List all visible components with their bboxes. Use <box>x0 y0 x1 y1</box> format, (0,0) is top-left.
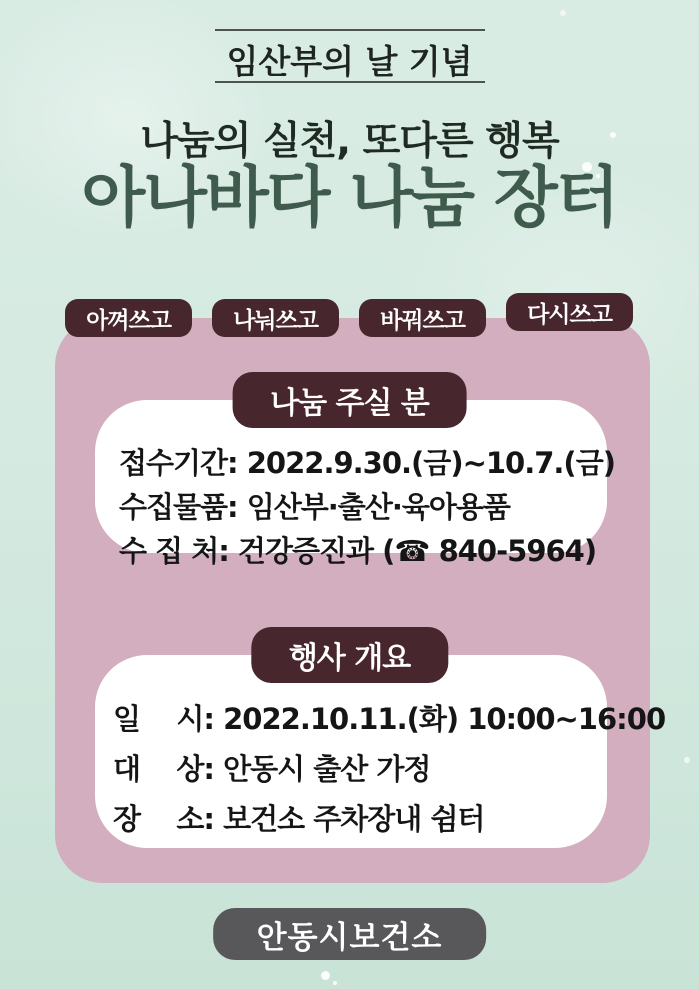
bottom-divider <box>215 81 485 83</box>
event-target-line: 대 상: 안동시 출산 가정 <box>113 752 431 786</box>
event-place-line: 장 소: 보건소 주차장내 쉼터 <box>113 802 485 836</box>
subtitle: 나눔의 실천, 또다른 행복 <box>140 119 559 164</box>
background-speckle <box>684 757 690 763</box>
event-date-line: 일 시: 2022.10.11.(화) 10:00~16:00 <box>113 702 666 736</box>
slogan-pill-share: 나눠쓰고 <box>212 299 339 337</box>
section-heading-overview: 행사 개요 <box>251 627 448 683</box>
background-speckle <box>560 10 566 16</box>
page-title: 아나바다 나눔 장터 <box>81 159 618 236</box>
donation-items-line: 수집물품: 임산부·출산·육아용품 <box>119 490 510 524</box>
slogan-pill-swap: 바꿔쓰고 <box>359 299 486 337</box>
background-speckle <box>321 971 330 980</box>
background-speckle <box>333 981 337 985</box>
event-tag: 임산부의 날 기념 <box>226 42 473 81</box>
top-divider <box>215 29 485 31</box>
section-heading-donation: 나눔 주실 분 <box>232 372 467 428</box>
organizer-badge: 안동시보건소 <box>213 908 487 960</box>
donation-office-line: 수 집 처: 건강증진과 (☎ 840-5964) <box>119 534 597 568</box>
slogan-pill-save: 아껴쓰고 <box>65 299 192 337</box>
slogan-pill-reuse: 다시쓰고 <box>506 293 633 331</box>
donation-period-line: 접수기간: 2022.9.30.(금)~10.7.(금) <box>119 446 615 480</box>
